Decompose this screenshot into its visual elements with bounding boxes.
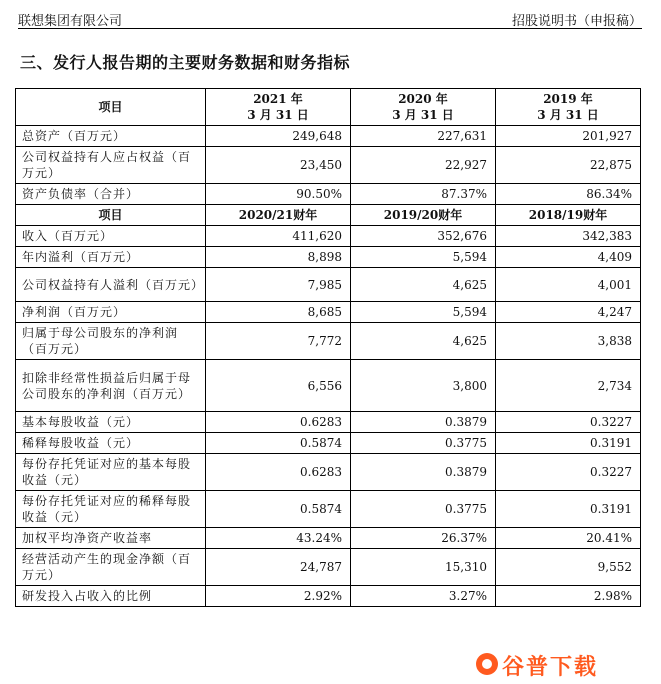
cell-value: 0.3227 bbox=[496, 454, 641, 491]
table-row bbox=[16, 247, 641, 268]
header-period: 2020 年 3 月 31 日 bbox=[351, 89, 496, 126]
cell-value: 23,450 bbox=[206, 147, 351, 184]
table-header-row bbox=[16, 89, 641, 126]
row-label: 扣除非经常性损益后归属于母公司股东的净利润（百万元） bbox=[16, 360, 206, 412]
header-period: 2021 年 3 月 31 日 bbox=[206, 89, 351, 126]
cell-value: 342,383 bbox=[496, 226, 641, 247]
table-row bbox=[16, 433, 641, 454]
cell-value: 26.37% bbox=[351, 528, 496, 549]
row-label: 每份存托凭证对应的基本每股收益（元） bbox=[16, 454, 206, 491]
header-period: 2020/21财年 bbox=[206, 205, 351, 226]
table-row bbox=[16, 323, 641, 360]
cell-value: 0.3879 bbox=[351, 412, 496, 433]
cell-value: 2.92% bbox=[206, 586, 351, 607]
cell-value: 0.3879 bbox=[351, 454, 496, 491]
cell-value: 24,787 bbox=[206, 549, 351, 586]
cell-value: 3,838 bbox=[496, 323, 641, 360]
header-item-label: 项目 bbox=[16, 89, 206, 126]
table-row bbox=[16, 360, 641, 412]
cell-value: 0.5874 bbox=[206, 433, 351, 454]
row-label: 研发投入占收入的比例 bbox=[16, 586, 206, 607]
cell-value: 9,552 bbox=[496, 549, 641, 586]
row-label: 经营活动产生的现金净额（百万元） bbox=[16, 549, 206, 586]
header-period: 2018/19财年 bbox=[496, 205, 641, 226]
row-label: 稀释每股收益（元） bbox=[16, 433, 206, 454]
table-row bbox=[16, 226, 641, 247]
cell-value: 4,625 bbox=[351, 323, 496, 360]
cell-value: 0.6283 bbox=[206, 412, 351, 433]
cell-value: 0.3775 bbox=[351, 433, 496, 454]
table-row bbox=[16, 454, 641, 491]
header-period: 2019/20财年 bbox=[351, 205, 496, 226]
cell-value: 249,648 bbox=[206, 126, 351, 147]
cell-value: 90.50% bbox=[206, 184, 351, 205]
row-label: 资产负债率（合并） bbox=[16, 184, 206, 205]
financial-table bbox=[15, 88, 641, 607]
cell-value: 7,985 bbox=[206, 268, 351, 302]
cell-value: 20.41% bbox=[496, 528, 641, 549]
cell-value: 6,556 bbox=[206, 360, 351, 412]
cell-value: 0.5874 bbox=[206, 491, 351, 528]
watermark-logo-icon bbox=[476, 653, 498, 675]
cell-value: 86.34% bbox=[496, 184, 641, 205]
row-label: 收入（百万元） bbox=[16, 226, 206, 247]
cell-value: 22,875 bbox=[496, 147, 641, 184]
row-label: 基本每股收益（元） bbox=[16, 412, 206, 433]
cell-value: 5,594 bbox=[351, 302, 496, 323]
cell-value: 5,594 bbox=[351, 247, 496, 268]
table-row bbox=[16, 184, 641, 205]
cell-value: 22,927 bbox=[351, 147, 496, 184]
page-header bbox=[18, 8, 642, 29]
table-row bbox=[16, 549, 641, 586]
document-type: 招股说明书（申报稿） bbox=[511, 14, 642, 29]
table-row bbox=[16, 302, 641, 323]
table-header-row bbox=[16, 205, 641, 226]
cell-value: 2.98% bbox=[496, 586, 641, 607]
table-row bbox=[16, 412, 641, 433]
cell-value: 4,625 bbox=[351, 268, 496, 302]
cell-value: 4,247 bbox=[496, 302, 641, 323]
cell-value: 0.3227 bbox=[496, 412, 641, 433]
table-row bbox=[16, 528, 641, 549]
cell-value: 87.37% bbox=[351, 184, 496, 205]
cell-value: 4,409 bbox=[496, 247, 641, 268]
table-row bbox=[16, 268, 641, 302]
header-period: 2019 年 3 月 31 日 bbox=[496, 89, 641, 126]
row-label: 归属于母公司股东的净利润（百万元） bbox=[16, 323, 206, 360]
row-label: 净利润（百万元） bbox=[16, 302, 206, 323]
cell-value: 201,927 bbox=[496, 126, 641, 147]
company-name: 联想集团有限公司 bbox=[18, 14, 123, 29]
cell-value: 7,772 bbox=[206, 323, 351, 360]
row-label: 加权平均净资产收益率 bbox=[16, 528, 206, 549]
cell-value: 0.3191 bbox=[496, 433, 641, 454]
row-label: 总资产（百万元） bbox=[16, 126, 206, 147]
watermark bbox=[470, 650, 640, 680]
cell-value: 352,676 bbox=[351, 226, 496, 247]
cell-value: 15,310 bbox=[351, 549, 496, 586]
row-label: 公司权益持有人应占权益（百万元） bbox=[16, 147, 206, 184]
table-row bbox=[16, 147, 641, 184]
section-title: 三、发行人报告期的主要财务数据和财务指标 bbox=[20, 53, 351, 72]
row-label: 年内溢利（百万元） bbox=[16, 247, 206, 268]
cell-value: 8,685 bbox=[206, 302, 351, 323]
cell-value: 43.24% bbox=[206, 528, 351, 549]
table-row bbox=[16, 126, 641, 147]
table-row bbox=[16, 586, 641, 607]
table-row bbox=[16, 491, 641, 528]
watermark-text: 谷普下载 bbox=[502, 655, 599, 680]
cell-value: 3.27% bbox=[351, 586, 496, 607]
cell-value: 8,898 bbox=[206, 247, 351, 268]
cell-value: 4,001 bbox=[496, 268, 641, 302]
cell-value: 2,734 bbox=[496, 360, 641, 412]
cell-value: 411,620 bbox=[206, 226, 351, 247]
cell-value: 227,631 bbox=[351, 126, 496, 147]
row-label: 每份存托凭证对应的稀释每股收益（元） bbox=[16, 491, 206, 528]
cell-value: 0.3775 bbox=[351, 491, 496, 528]
cell-value: 0.3191 bbox=[496, 491, 641, 528]
row-label: 公司权益持有人溢利（百万元） bbox=[16, 268, 206, 302]
cell-value: 0.6283 bbox=[206, 454, 351, 491]
header-item-label: 项目 bbox=[16, 205, 206, 226]
cell-value: 3,800 bbox=[351, 360, 496, 412]
